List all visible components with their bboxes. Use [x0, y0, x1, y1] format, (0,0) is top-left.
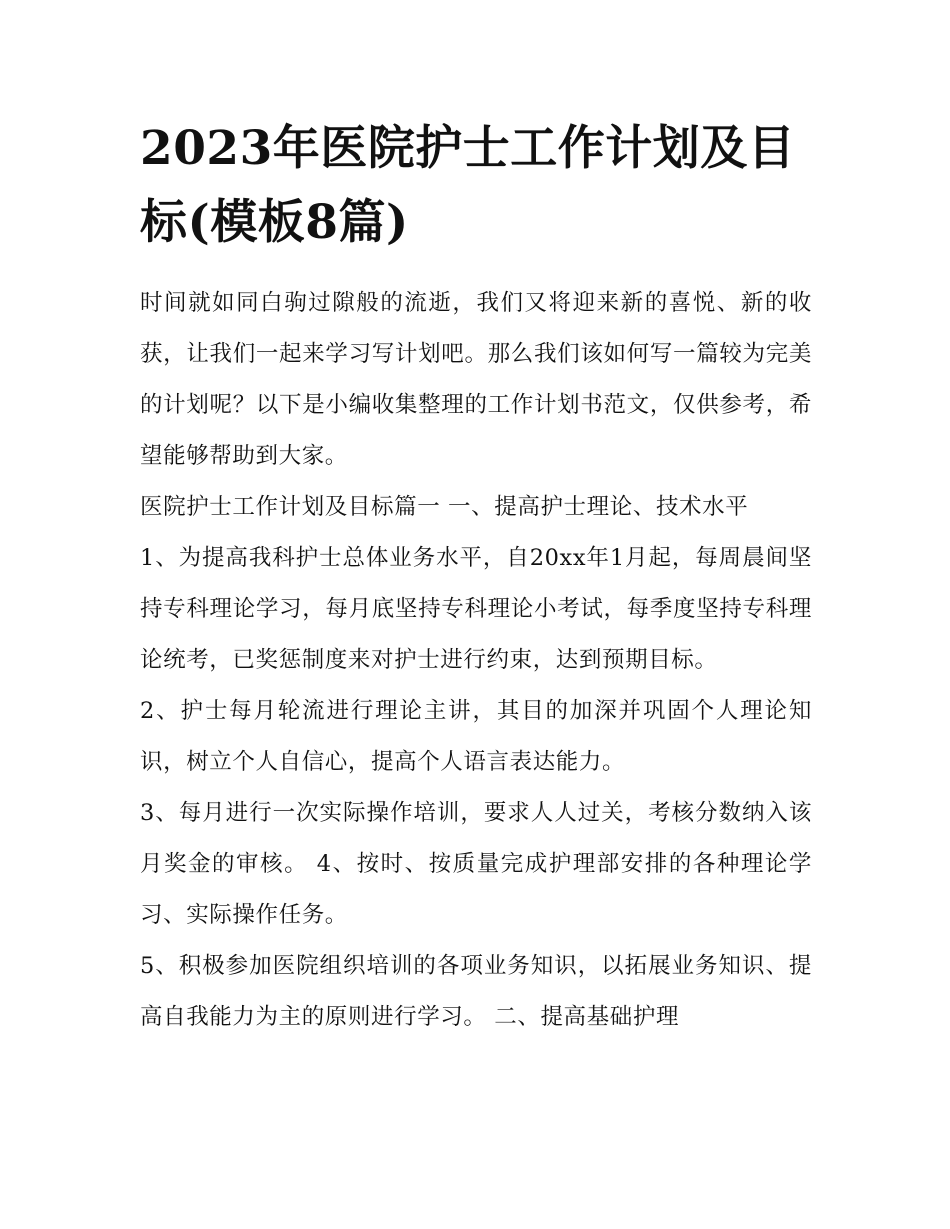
- intro-paragraph: 时间就如同白驹过隙般的流逝，我们又将迎来新的喜悦、新的收获，让我们一起来学习写计划吧。那么我们该如何写一篇较为完美的计划呢？以下是小编收集整理的工作计划书范文，仅供参考，希望能够帮助到大家。: [140, 290, 812, 469]
- document-body: [140, 278, 812, 1043]
- item-1-paragraph: 1、为提高我科护士总体业务水平，自20xx年1月起，每周晨间坚持专科理论学习，每月底坚持专科理论小考试，每季度坚持专科理论统考，已奖惩制度来对护士进行约束，达到预期目标。: [140, 545, 812, 673]
- document-title: 2023年医院护士工作计划及目标(模板8篇): [140, 121, 796, 250]
- section-heading-paragraph: 医院护士工作计划及目标篇一 一、提高护士理论、技术水平: [140, 494, 749, 520]
- item-5-paragraph: 5、积极参加医院组织培训的各项业务知识，以拓展业务知识、提高自我能力为主的原则进行学习。 二、提高基础护理: [140, 953, 812, 1030]
- item-2-paragraph: 2、护士每月轮流进行理论主讲，其目的加深并巩固个人理论知识，树立个人自信心，提高个人语言表达能力。: [140, 698, 812, 775]
- item-3-4-paragraph: 3、每月进行一次实际操作培训，要求人人过关，考核分数纳入该月奖金的审核。 4、按时、按质量完成护理部安排的各种理论学习、实际操作任务。: [140, 800, 812, 928]
